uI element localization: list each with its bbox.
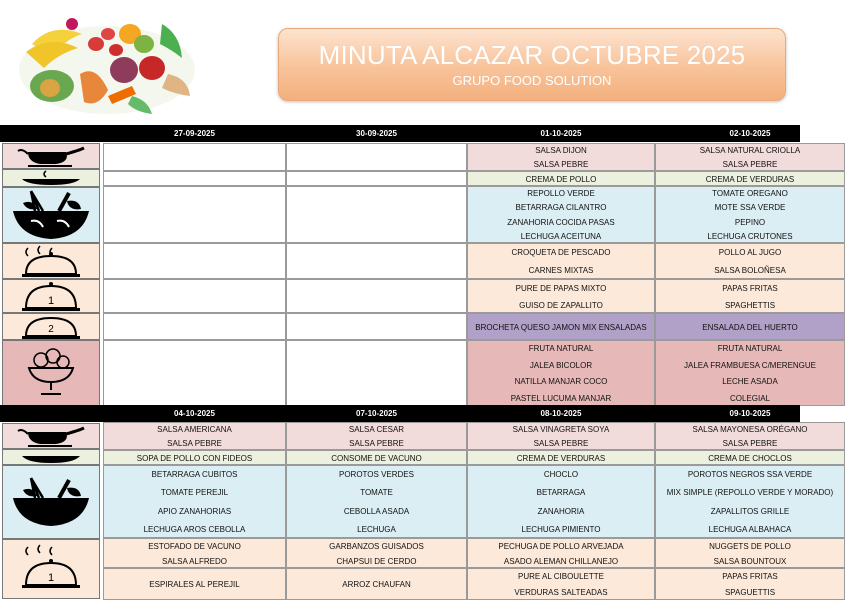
menu-item: CEBOLLA ASADA: [343, 506, 410, 516]
menu-item: PAPAS FRITAS: [722, 572, 778, 581]
menu-item: LECHUGA CRUTONES: [707, 231, 793, 241]
menu-item: SALSA AMERICANA: [157, 425, 232, 434]
sauce-cell: [103, 143, 286, 171]
menu-item: TOMATE OREGANO: [712, 189, 788, 199]
menu-item: LECHUGA AROS CEBOLLA: [143, 524, 246, 534]
soup-cell: [655, 171, 845, 186]
menu-item: CREMA DE VERDURAS: [516, 453, 606, 463]
side-1-icon-cell: [2, 279, 100, 313]
menu-item: POLLO AL JUGO: [718, 248, 782, 257]
menu-item: CREMA DE VERDURAS: [705, 174, 795, 184]
salad-cell: [467, 465, 655, 538]
menu-item: SALSA ALFREDO: [162, 556, 227, 566]
dessert-cup-icon: [21, 348, 81, 398]
soup-cell: [655, 450, 845, 465]
menu-item: CHAPSUI DE CERDO: [336, 556, 417, 566]
header: [0, 0, 800, 125]
menu-item: SALSA PEBRE: [533, 160, 589, 169]
menu-item: BROCHETA QUESO JAMON MIX ENSALADAS: [475, 322, 647, 332]
menu-item: SALSA PEBRE: [722, 160, 778, 169]
menu-item: BETARRAGA CUBITOS: [151, 470, 238, 480]
vegetables-image: [12, 4, 202, 120]
menu-item: TOMATE PEREJIL: [160, 488, 229, 498]
main1-cell: [655, 243, 845, 279]
menu-item: PASTEL LUCUMA MANJAR: [510, 393, 612, 403]
menu-item: SPAGHETTIS: [724, 300, 776, 310]
salad-icon-cell: [2, 465, 100, 539]
sauce-icon-cell: [2, 423, 100, 449]
menu-item: SALSA PEBRE: [533, 439, 589, 448]
sauce-cell: [467, 143, 655, 171]
menu-item: LECHUGA ACEITUNA: [520, 231, 602, 241]
side1-cell: [103, 279, 286, 313]
menu-item: SALSA PEBRE: [722, 439, 778, 448]
gravy-boat-icon: [14, 424, 88, 448]
main-1-icon-cell: [2, 243, 100, 279]
sauce-cell: [286, 422, 467, 450]
menu-item: MOTE SSA VERDE: [714, 203, 786, 213]
menu-item: APIO ZANAHORIAS: [157, 506, 232, 516]
salad-cell: [655, 186, 845, 243]
main1-cell: [467, 243, 655, 279]
menu-item: LECHUGA: [357, 524, 396, 534]
menu-item: SALSA PEBRE: [349, 439, 404, 448]
menu-item: CONSOME DE VACUNO: [331, 453, 422, 463]
salad-cell: [286, 186, 467, 243]
sauce-cell: [655, 422, 845, 450]
main2-cell: [286, 313, 467, 340]
week-2-header-row: [0, 405, 800, 422]
side1-cell: [103, 568, 286, 600]
menu-item: SPAGUETTIS: [724, 588, 776, 597]
menu-item: ZAPALLITOS GRILLE: [710, 506, 790, 516]
menu-item: JALEA FRAMBUESA C/MERENGUE: [683, 360, 817, 370]
menu-item: ARROZ CHAUFAN: [342, 580, 411, 589]
salad-icon-cell: [2, 187, 100, 243]
menu-item: CROQUETA DE PESCADO: [511, 248, 611, 257]
menu-item: BETARRAGA: [536, 488, 586, 498]
date-header: 04-10-2025: [174, 409, 215, 418]
menu-item: PURE AL CIBOULETTE: [518, 572, 604, 581]
soup-cell: [103, 450, 286, 465]
menu-item: REPOLLO VERDE: [527, 189, 595, 199]
soup-bowl-icon: [16, 450, 86, 464]
svg-text:1: 1: [47, 295, 55, 307]
menu-item: BETARRAGA CILANTRO: [515, 203, 607, 213]
sauce-cell: [655, 143, 845, 171]
food-cloche-number-one-icon: [18, 280, 84, 312]
main-2-icon-cell: [2, 313, 100, 340]
sauce-cell: [467, 422, 655, 450]
menu-item: JALEA BICOLOR: [529, 360, 593, 370]
date-header: 27-09-2025: [174, 129, 215, 138]
menu-item: PECHUGA DE POLLO ARVEJADA: [498, 541, 624, 551]
menu-item: LECHE ASADA: [722, 377, 778, 387]
menu-item: POROTOS VERDES: [339, 470, 414, 480]
menu-item: ESTOFADO DE VACUNO: [148, 541, 241, 551]
sauce-cell: [103, 422, 286, 450]
food-cloche-1-icon: [18, 244, 84, 278]
menu-item: ESPIRALES AL PEREJIL: [149, 580, 240, 589]
sauce-icon-cell: [2, 143, 100, 169]
menu-item: ENSALADA DEL HUERTO: [702, 322, 798, 332]
menu-item: POROTOS NEGROS SSA VERDE: [687, 470, 813, 480]
salad-bowl-icon: [9, 189, 93, 241]
page-subtitle: GRUPO FOOD SOLUTION: [452, 73, 612, 88]
menu-item: SALSA PEBRE: [167, 439, 222, 448]
week-2-table: [0, 405, 834, 600]
svg-text:2: 2: [48, 323, 54, 335]
menu-item: SALSA MAYONESA ORÉGANO: [692, 425, 808, 434]
date-header: 02-10-2025: [729, 129, 771, 138]
title-banner: [278, 28, 786, 101]
soup-cell: [103, 171, 286, 186]
date-header: 30-09-2025: [356, 129, 397, 138]
menu-item: TOMATE: [360, 488, 393, 498]
soup-cell: [286, 171, 467, 186]
menu-item: LECHUGA PIMIENTO: [521, 524, 601, 534]
side1-cell: [467, 279, 655, 313]
dessert-cell: [103, 340, 286, 406]
menu-item: SALSA BOUNTOUX: [713, 556, 787, 566]
menu-item: LECHUGA ALBAHACA: [708, 524, 792, 534]
dessert-cell: [286, 340, 467, 406]
menu-item: GUISO DE ZAPALLITO: [519, 300, 603, 310]
side1-cell: [655, 279, 845, 313]
dessert-cell: [655, 340, 845, 406]
menu-item: MIX SIMPLE (REPOLLO VERDE Y MORADO): [666, 488, 834, 498]
main1-cell: [655, 538, 845, 568]
main1-cell: [103, 538, 286, 568]
menu-item: SALSA BOLOÑESA: [714, 266, 786, 275]
dessert-cell: [467, 340, 655, 406]
menu-item: CHOCLO: [543, 470, 579, 480]
side1-cell: [467, 568, 655, 600]
salad-cell: [467, 186, 655, 243]
menu-item: CARNES MIXTAS: [528, 266, 594, 275]
page-title: MINUTA ALCAZAR OCTUBRE 2025: [318, 40, 746, 70]
salad-cell: [103, 465, 286, 538]
side1-cell: [655, 568, 845, 600]
menu-item: NUGGETS DE POLLO: [709, 541, 791, 551]
main-1-icon-cell: [2, 539, 100, 599]
salad-cell: [286, 465, 467, 538]
menu-item: GARBANZOS GUISADOS: [329, 541, 424, 551]
soup-icon-cell: [2, 169, 100, 187]
menu-item: SALSA DIJON: [535, 146, 587, 155]
week-1-table: [0, 125, 817, 408]
menu-item: CREMA DE CHOCLOS: [708, 453, 792, 463]
main1-cell: [467, 538, 655, 568]
menu-item: VERDURAS SALTEADAS: [514, 588, 608, 597]
soup-cell: [467, 450, 655, 465]
salad-cell: [103, 186, 286, 243]
soup-cell: [286, 450, 467, 465]
food-cloche-number-two-icon: [18, 314, 84, 340]
date-header: 01-10-2025: [540, 129, 582, 138]
main1-cell: [103, 243, 286, 279]
sauce-cell: [286, 143, 467, 171]
svg-text:1: 1: [47, 572, 55, 584]
main1-cell: [286, 243, 467, 279]
menu-item: SALSA CESAR: [348, 425, 405, 434]
menu-item: PURE DE PAPAS MIXTO: [515, 283, 607, 293]
menu-item: PAPAS FRITAS: [722, 283, 778, 293]
soup-cell: [467, 171, 655, 186]
week-1-header-row: [0, 125, 800, 142]
menu-item: SALSA NATURAL CRIOLLA: [699, 146, 801, 155]
menu-item: FRUTA NATURAL: [717, 344, 783, 354]
dessert-icon-cell: [2, 340, 100, 406]
menu-item: CREMA DE POLLO: [525, 174, 597, 184]
food-cloche-1-icon: [18, 541, 84, 597]
main2-cell: [655, 313, 845, 340]
menu-item: NATILLA MANJAR COCO: [514, 377, 608, 387]
soup-bowl-icon: [16, 170, 86, 186]
menu-item: PEPINO: [734, 217, 766, 227]
menu-item: SOPA DE POLLO CON FIDEOS: [136, 453, 253, 463]
menu-item: ASADO ALEMAN CHILLANEJO: [503, 556, 619, 566]
salad-cell: [655, 465, 845, 538]
menu-item: SALSA VINAGRETA SOYA: [512, 425, 610, 434]
date-header: 08-10-2025: [540, 409, 582, 418]
date-header: 09-10-2025: [729, 409, 771, 418]
menu-item: COLEGIAL: [729, 393, 770, 403]
soup-icon-cell: [2, 449, 100, 465]
main1-cell: [286, 538, 467, 568]
main2-cell: [103, 313, 286, 340]
date-header: 07-10-2025: [356, 409, 397, 418]
menu-item: ZANAHORIA: [537, 506, 585, 516]
main2-cell: [467, 313, 655, 340]
menu-item: FRUTA NATURAL: [528, 344, 594, 354]
side1-cell: [286, 568, 467, 600]
salad-bowl-icon: [9, 474, 93, 530]
menu-item: ZANAHORIA COCIDA PASAS: [507, 217, 615, 227]
side1-cell: [286, 279, 467, 313]
gravy-boat-icon: [14, 144, 88, 168]
